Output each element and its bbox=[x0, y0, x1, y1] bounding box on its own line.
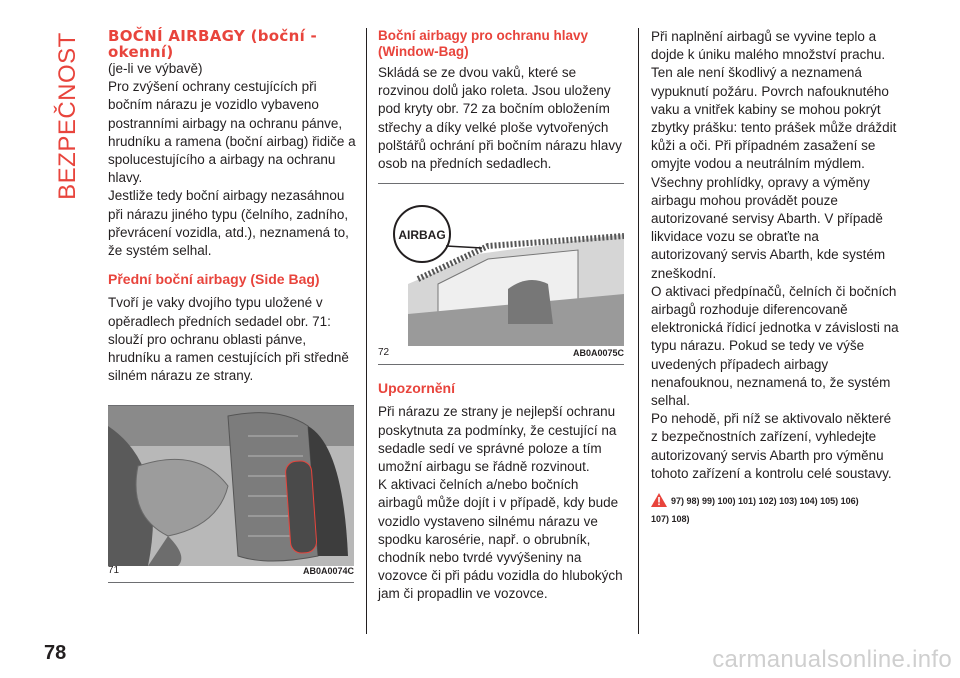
warning-refs-line-2: 107) 108) bbox=[651, 514, 690, 525]
airbag-label: AIRBAG bbox=[398, 228, 446, 243]
paragraph: O aktivaci předpínačů, čelních či bočních airbagů rozhoduje diferencovaně elektronická řídicí jednotka v závislosti na typu nárazu. Pokud se tedy ve výše uvedených případech airbagy nenafouknou, neznamená to, že systém selhal. bbox=[651, 283, 899, 409]
paragraph: Jestliže tedy boční airbagy nezasáhnou při nárazu jiného typu (čelního, zadního, převrácení vozidla, atd.), neznamená to, že systém selhal. bbox=[108, 188, 349, 259]
paragraph: Tvoří je vaky dvojího typu uložené v opěradlech předních sedadel obr. 71: slouží pro ochranu oblasti pánve, hrudníku a ramen cestujících při středně silném nárazu ze strany. bbox=[108, 295, 349, 384]
paragraph: Všechny prohlídky, opravy a výměny airbagu mohou provádět pouze autorizované servisy Abarth. V případě likvidace vozu se obraťte na autorizovaný servis Abarth, kde systém zneškodní. bbox=[651, 174, 886, 281]
column-divider bbox=[638, 28, 639, 634]
paragraph: Pro zvýšení ochrany cestujících při bočním nárazu je vozidlo vybaveno postranními airbagy na ochranu pánve, hrudníku a ramena (boční airbag) řidiče a spolucestujícího a airbagy na ochranu hlavy. bbox=[108, 79, 356, 186]
paragraph: Při naplnění airbagů se vyvine teplo a dojde k úniku malého množství prachu. Ten ale není škodlivý a neznamená vypuknutí požáru. Povrch nafouknutého vaku a vnitřek kabiny se mohou pokrýt zbytky prášku: tento prášek může dráždit kůži a oči. Při případném zasažení se omyjte vodou a neutrálním mýdlem. bbox=[651, 29, 897, 172]
figure-71 bbox=[108, 405, 354, 583]
section-tab bbox=[52, 32, 84, 200]
warning-heading: Upozornění bbox=[378, 380, 455, 397]
column-2 bbox=[378, 28, 626, 604]
window-airbag-illustration bbox=[378, 184, 624, 346]
section-heading-side-airbags bbox=[108, 28, 356, 60]
figure-number: 71 bbox=[108, 565, 120, 577]
column-divider bbox=[366, 28, 367, 634]
seat-airbag-illustration bbox=[108, 406, 354, 566]
paragraph: K aktivaci čelních a/nebo bočních airbagů může dojít i v případě, kdy bude vozidlo vystaveno silnému nárazu ve spodku karosérie, např. o obrubník, chodník nebo tvrdé vyvýšeniny na vozovce či při pádu vozidla do hlubokých jam či propadlin ve vozovce. bbox=[378, 477, 623, 602]
figure-code: AB0A0074C bbox=[302, 566, 354, 577]
warning-refs-line-1: 97) 98) 99) 100) 101) 102) 103) 104) 105) 106) bbox=[671, 496, 859, 507]
figure-72 bbox=[378, 183, 624, 365]
figure-code: AB0A0075C bbox=[572, 348, 624, 359]
section-heading-window-bag: Boční airbagy pro ochranu hlavy (Window-Bag) bbox=[378, 28, 589, 59]
page-number: 78 bbox=[44, 642, 67, 664]
warning-references bbox=[651, 493, 899, 527]
subsection-heading-side-bag: Přední boční airbagy (Side Bag) bbox=[108, 271, 320, 288]
paragraph: Po nehodě, při níž se aktivovalo některé z bezpečnostních zařízení, vyhledejte autorizovaný servis Abarth pro výměnu tohoto zařízení a kontrolu celé soustavy. bbox=[651, 411, 892, 481]
column-3 bbox=[651, 28, 899, 527]
watermark: carmanualsonline.info bbox=[712, 646, 952, 673]
heading-line-1: BOČNÍ AIRBAGY (boční - bbox=[108, 27, 318, 45]
paragraph: Při nárazu ze strany je nejlepší ochranu poskytnuta za podmínky, že cestující na sedadle sedí ve správné poloze a tím umožní airbagu se řádně rozvinout. bbox=[378, 404, 617, 475]
paragraph: Skládá se ze dvou vaků, které se rozvinou dolů jako roleta. Jsou uloženy pod kryty obr. 72 za bočním obložením střechy a díky velké ploše vytvořených polštářů ochrání při bočním nárazu hlavy osob na předních sedadlech. bbox=[378, 65, 622, 172]
figure-number: 72 bbox=[378, 347, 390, 359]
heading-subtitle: (je-li ve výbavě) bbox=[108, 61, 203, 76]
heading-line-2: okenní) bbox=[108, 43, 174, 61]
section-tab-label: BEZPEČNOST bbox=[54, 32, 81, 200]
column-1 bbox=[108, 28, 356, 583]
warning-triangle-icon bbox=[651, 493, 667, 512]
